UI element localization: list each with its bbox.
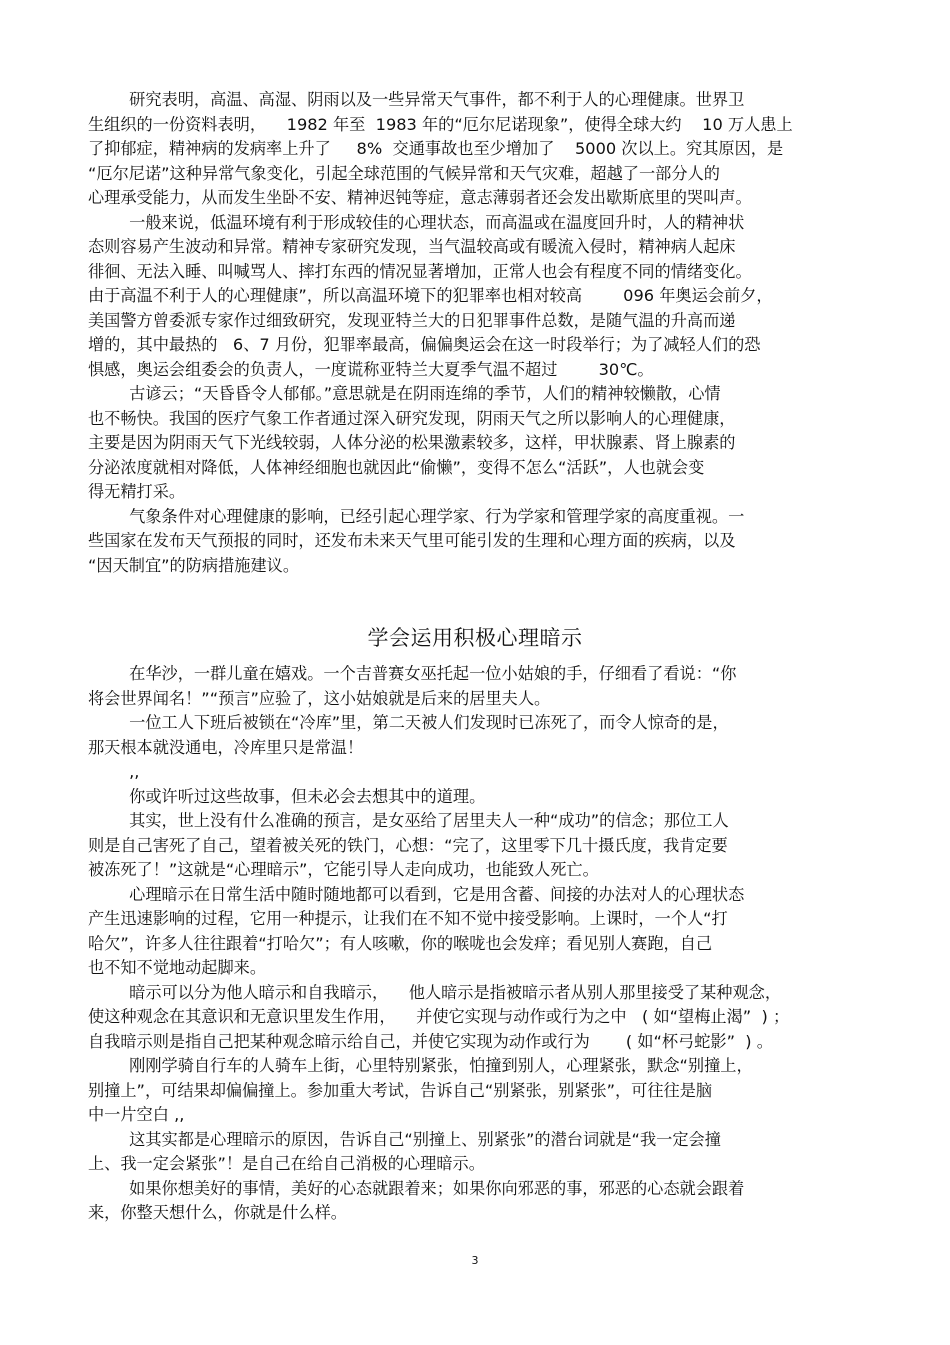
- text-line: 些国家在发布天气预报的同时，还发布未来天气里可能引发的生理和心理方面的疾病，以及: [88, 531, 736, 550]
- text-line: 中一片空白 ,,: [88, 1105, 185, 1124]
- text-line: “因天制宜”的防病措施建议。: [88, 555, 300, 575]
- text-line: 刚刚学骑自行车的人骑车上街，心里特别紧张，怕撞到别人，心理紧张，默念“别撞上，: [88, 1056, 753, 1075]
- text-line: 那天根本就没通电，冷库里只是常温！: [88, 737, 364, 757]
- text-line: 研究表明，高温、高湿、阴雨以及一些异常天气事件，都不利于人的心理健康。世界卫: [88, 90, 745, 109]
- text-line: 一位工人下班后被锁在“冷库”里，第二天被人们发现时已冻死了，而令人惊奇的是，: [88, 713, 729, 732]
- text-line: 得无精打采。: [88, 482, 186, 501]
- text-line: 来，你整天想什么，你就是什么样。: [88, 1203, 347, 1222]
- text-line: 惧感，奥运会组委会的负责人，一度谎称亚特兰大夏季气温不超过 30℃。: [88, 359, 654, 379]
- text-line: “厄尔尼诺”这种异常气象变化，引起全球范围的气候异常和天气灾难，超越了一部分人的: [88, 163, 720, 183]
- text-line: 哈欠”，许多人往往跟着“打哈欠”；有人咳嗽，你的喉咙也会发痒；看见别人赛跑，自己: [88, 933, 713, 953]
- text-line: 也不知不觉地动起脚来。: [88, 958, 267, 977]
- text-line: 由于高温不利于人的心理健康”，所以高温环境下的犯罪率也相对较高 096 年奥运会前夕，: [88, 286, 773, 305]
- page-number: 3: [471, 1254, 479, 1267]
- text-line: 这其实都是心理暗示的原因，告诉自己“别撞上、别紧张”的潜台词就是“我一定会撞: [88, 1129, 721, 1149]
- text-line: 美国警方曾委派专家作过细致研究，发现亚特兰大的日犯罪事件总数，是随气温的升高而递: [88, 310, 736, 330]
- text-line: 使这种观念在其意识和无意识里发生作用， 并使它实现与动作或行为之中 ( 如“望梅止渴” ) ；: [88, 1007, 790, 1026]
- text-line: 也不畅快。我国的医疗气象工作者通过深入研究发现，阴雨天气之所以影响人的心理健康，: [88, 408, 736, 428]
- text-line: 如果你想美好的事情，美好的心态就跟着来；如果你向邪恶的事，邪恶的心态就会跟着: [88, 1178, 745, 1198]
- text-line: 上、我一定会紧张”！是自己在给自己消极的心理暗示。: [88, 1154, 485, 1173]
- text-line: 其实，世上没有什么准确的预言，是女巫给了居里夫人一种“成功”的信念；那位工人: [88, 811, 729, 830]
- text-line: 产生迅速影响的过程，它用一种提示，让我们在不知不觉中接受影响。上课时，一个人“打: [88, 909, 728, 928]
- text-line: 古谚云；“天昏昏令人郁郁。”意思就是在阴雨连绵的季节，人们的精神较懒散，心情: [88, 384, 721, 403]
- text-line: 分泌浓度就相对降低，人体神经细胞也就因此“偷懒”，变得不怎么“活跃”，人也就会变: [88, 457, 705, 477]
- article-section-suggestion: [88, 662, 868, 1226]
- text-line: 将会世界闻名！”“预言”应验了，这小姑娘就是后来的居里夫人。: [88, 688, 551, 708]
- text-line: 了抑郁症，精神病的发病率上升了 8% 交通事故也至少增加了 5000 次以上。究其原因，是: [88, 139, 784, 158]
- text-line: 主要是因为阴雨天气下光线较弱，人体分泌的松果激素较多，这样，甲状腺素、肾上腺素的: [88, 433, 736, 452]
- text-line: 在华沙，一群儿童在嬉戏。一个吉普赛女巫托起一位小姑娘的手，仔细看了看说：“你: [88, 664, 737, 683]
- text-line: ,,: [88, 762, 140, 781]
- section-heading: 学会运用积极心理暗示: [367, 626, 583, 650]
- text-line: 心理承受能力，从而发生坐卧不安、精神迟钝等症，意志薄弱者还会发出歇斯底里的哭叫声。: [88, 188, 752, 207]
- article-section-weather: [88, 88, 868, 578]
- text-line: 心理暗示在日常生活中随时随地都可以看到，它是用含蓄、间接的办法对人的心理状态: [88, 884, 745, 904]
- text-line: 别撞上”，可结果却偏偏撞上。参加重大考试，告诉自己“别紧张，别紧张”，可往往是脑: [88, 1080, 713, 1100]
- text-line: 一般来说，低温环境有利于形成较佳的心理状态，而高温或在温度回升时，人的精神状: [88, 212, 745, 232]
- text-line: 则是自己害死了自己，望着被关死的铁门，心想：“完了，这里零下几十摄氏度，我肯定要: [88, 835, 728, 855]
- text-line: 被冻死了！”这就是“心理暗示”，它能引导人走向成功，也能致人死亡。: [88, 860, 599, 879]
- text-line: 增的，其中最热的 6、7 月份，犯罪率最高，偏偏奥运会在这一时段举行；为了减轻人们的恐: [88, 335, 761, 354]
- text-line: 你或许听过这些故事，但未必会去想其中的道理。: [88, 786, 486, 806]
- text-line: 态则容易产生波动和异常。精神专家研究发现，当气温较高或有暖流入侵时，精神病人起床: [88, 237, 736, 256]
- text-line: 自我暗示则是指自己把某种观念暗示给自己，并使它实现为动作或行为 ( 如“杯弓蛇影” ) 。: [88, 1031, 773, 1051]
- text-line: 徘徊、无法入睡、叫喊骂人、摔打东西的情况显著增加，正常人也会有程度不同的情绪变化。: [88, 261, 752, 281]
- text-line: 暗示可以分为他人暗示和自我暗示， 他人暗示是指被暗示者从别人那里接受了某种观念，: [88, 982, 782, 1002]
- text-line: 气象条件对心理健康的影响，已经引起心理学家、行为学家和管理学家的高度重视。一: [88, 506, 745, 526]
- text-line: 生组织的一份资料表明， 1982 年至 1983 年的“厄尔尼诺现象”，使得全球大约 10 万人患上: [88, 114, 793, 134]
